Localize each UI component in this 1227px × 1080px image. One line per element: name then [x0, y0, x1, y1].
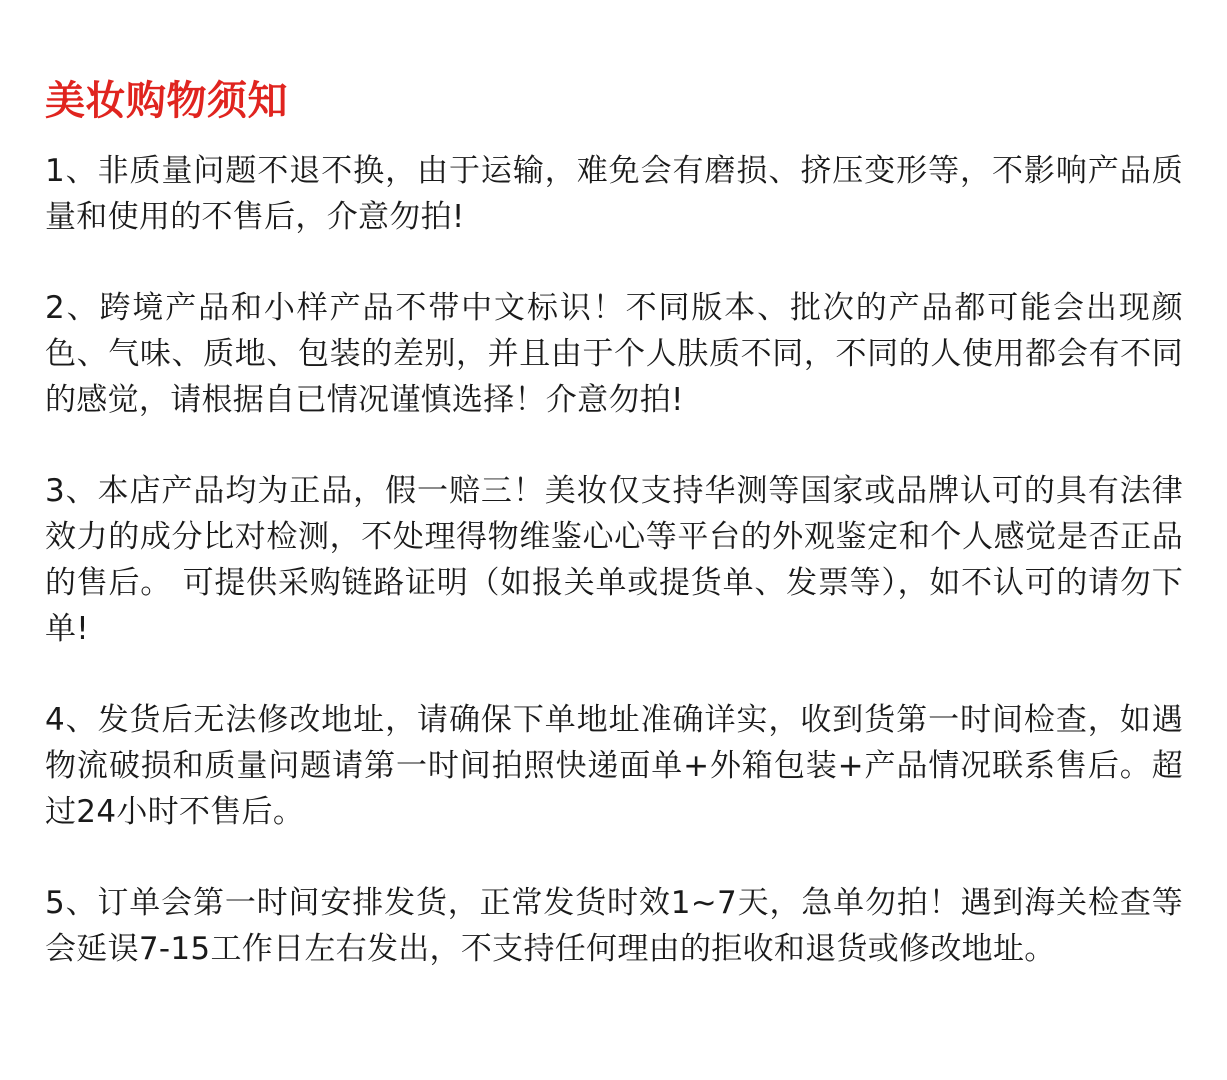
notice-item-5: 5、订单会第一时间安排发货，正常发货时效1~7天，急单勿拍！遇到海关检查等会延误7-15工作日左右发出，不支持任何理由的拒收和退货或修改地址。 [45, 885, 1183, 967]
notice-list [45, 148, 1183, 972]
notice-item-3: 3、本店产品均为正品，假一赔三！美妆仅支持华测等国家或品牌认可的具有法律效力的成分比对检测，不处理得物维鉴心心等平台的外观鉴定和个人感觉是否正品的售后。 可提供采购链路证明（如报关单或提货单、发票等），如不认可的请勿下单! [45, 473, 1183, 647]
notice-title: 美妆购物须知 [45, 78, 288, 124]
notice-item-1: 1、非质量问题不退不换，由于运输，难免会有磨损、挤压变形等，不影响产品质量和使用的不售后，介意勿拍! [45, 153, 1183, 235]
notice-item-4: 4、发货后无法修改地址，请确保下单地址准确详实，收到货第一时间检查，如遇物流破损和质量问题请第一时间拍照快递面单+外箱包装+产品情况联系售后。超过24小时不售后。 [45, 702, 1183, 830]
notice-item-2: 2、跨境产品和小样产品不带中文标识！不同版本、批次的产品都可能会出现颜色、气味、质地、包装的差别，并且由于个人肤质不同，不同的人使用都会有不同的感觉，请根据自已情况谨慎选择！介意勿拍! [45, 290, 1183, 418]
